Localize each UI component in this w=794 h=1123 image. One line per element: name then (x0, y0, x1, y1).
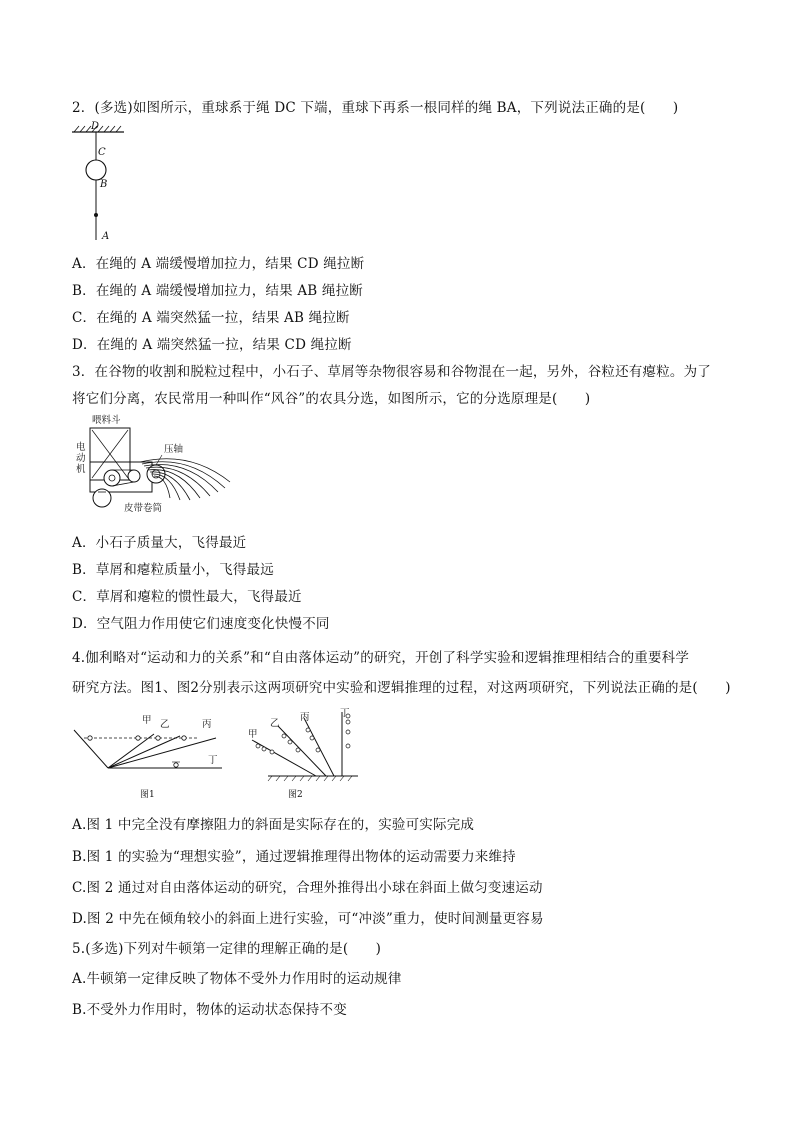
q5-option-b: B.不受外力作用时，物体的运动状态保持不变 (72, 1002, 347, 1018)
fig2-label-yi: 乙 (270, 718, 280, 729)
q4-option-c: C.图 2 通过对自由落体运动的研究，合理外推得出小球在斜面上做匀变速运动 (72, 880, 543, 896)
label-a: A (102, 231, 110, 242)
label-b: B (100, 179, 108, 190)
q3-figure (70, 410, 236, 518)
q3-option-d: D．空气阻力作用使它们速度变化快慢不同 (72, 616, 330, 632)
fig2-label-bing: 丙 (300, 712, 310, 723)
label-motor-2: 动 (76, 453, 86, 464)
fig1-label-ding: 丁 (208, 755, 218, 766)
label-motor-3: 机 (76, 464, 86, 475)
fig2-caption: 图2 (288, 790, 303, 800)
fig2-label-ding: 丁 (340, 708, 350, 719)
fig1-label-bing: 丙 (202, 719, 212, 730)
q2-option-a: A．在绳的 A 端缓慢增加拉力，结果 CD 绳拉断 (72, 256, 365, 272)
q2-option-c: C．在绳的 A 端突然猛一拉，结果 AB 绳拉断 (72, 310, 350, 326)
fig1-caption: 图1 (140, 790, 155, 800)
label-roller: 压轴 (164, 444, 184, 455)
q4-stem-line2: 研究方法。图1、图2分别表示这两项研究中实验和逻辑推理的过程，对这两项研究，下列说法正确的是( ) (72, 680, 731, 696)
q2-option-d: D．在绳的 A 端突然猛一拉，结果 CD 绳拉断 (72, 337, 352, 353)
heavy-ball (86, 160, 106, 180)
fig2-label-jia: 甲 (248, 729, 258, 740)
q2-figure (70, 118, 130, 244)
q3-stem-line1: 3．在谷物的收割和脱粒过程中，小石子、草屑等杂物很容易和谷物混在一起，另外，谷粒还有瘪粒。为了 (72, 364, 711, 380)
q4-option-d: D.图 2 中先在倾角较小的斜面上进行实验，可“冲淡”重力，使时间测量更容易 (72, 911, 544, 927)
q4-option-b: B.图 1 的实验为“理想实验”，通过逻辑推理得出物体的运动需要力来维持 (72, 849, 516, 865)
label-c: C (98, 147, 106, 158)
q3-option-a: A．小石子质量大，飞得最近 (72, 535, 247, 551)
label-hopper: 喂料斗 (92, 415, 121, 426)
q3-option-c: C．草屑和瘪粒的惯性最大，飞得最近 (72, 589, 302, 605)
q4-stem-line1: 4.伽利略对“运动和力的关系”和“自由落体运动”的研究，开创了科学实验和逻辑推理相结合的重要科学 (72, 650, 690, 666)
fig1-label-jia: 甲 (142, 715, 152, 726)
q5-option-a: A.牛顿第一定律反映了物体不受外力作用时的运动规律 (72, 971, 402, 987)
q2-option-b: B．在绳的 A 端缓慢增加拉力，结果 AB 绳拉断 (72, 283, 364, 299)
q4-figure-1 (72, 708, 232, 804)
fig1-label-yi: 乙 (160, 719, 170, 730)
q2-stem: 2．(多选)如图所示，重球系于绳 DC 下端，重球下再系一根同样的绳 BA，下列说法正确的是( ) (72, 100, 679, 116)
q3-stem-line2: 将它们分离，农民常用一种叫作“风谷”的农具分选，如图所示，它的分选原理是( ) (72, 391, 591, 407)
q4-figure-2 (244, 704, 370, 804)
label-belt-drum: 皮带卷筒 (124, 503, 163, 514)
q5-stem: 5.(多选)下列对牛顿第一定律的理解正确的是( ) (72, 941, 382, 957)
label-d: D (91, 121, 100, 132)
q3-option-b: B．草屑和瘪粒质量小，飞得最远 (72, 562, 274, 578)
label-motor-1: 电 (76, 442, 86, 453)
q4-option-a: A.图 1 中完全没有摩擦阻力的斜面是实际存在的，实验可实际完成 (72, 817, 475, 833)
